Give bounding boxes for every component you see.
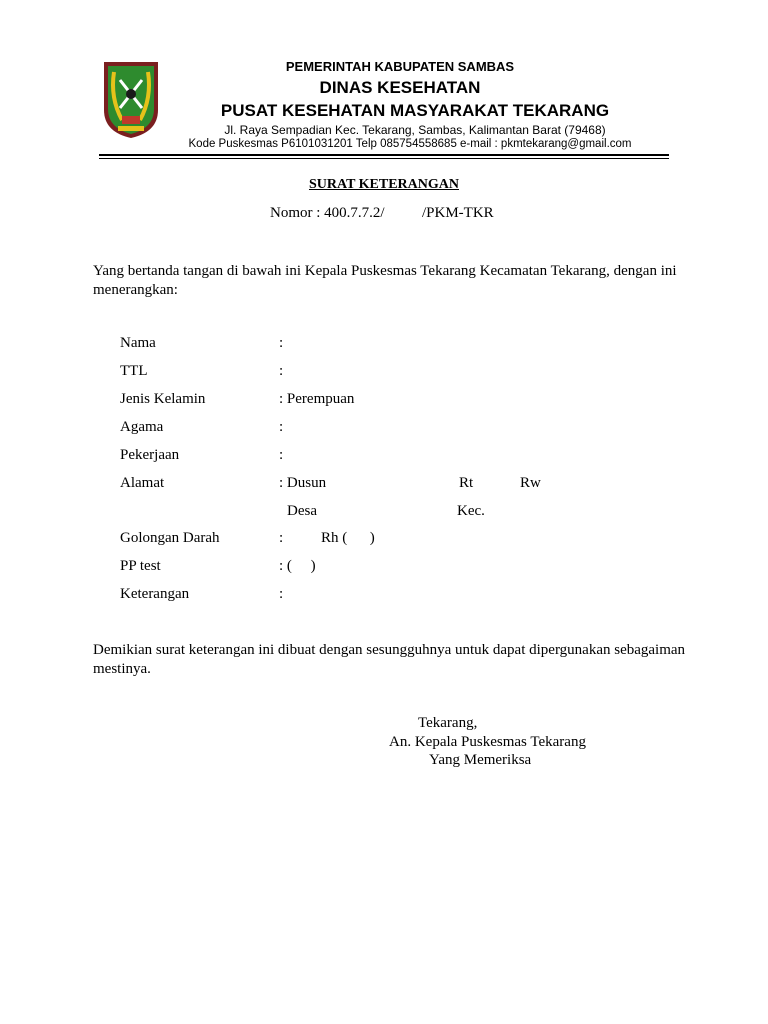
signature-place: Tekarang, xyxy=(418,715,478,731)
field-value-rw: Rw xyxy=(520,475,541,491)
field-value-rhesus: Rh ( ) xyxy=(321,530,375,546)
field-label-gender: Jenis Kelamin xyxy=(120,391,206,407)
field-label-nama: Nama xyxy=(120,335,156,351)
field-value-pp-test: : ( ) xyxy=(279,558,316,574)
field-value-blood-type: : xyxy=(279,530,284,546)
closing-paragraph: Demikian surat keterangan ini dibuat dengan sesungguhnya untuk dapat dipergunakan sebagaiman mestinya. xyxy=(93,642,686,677)
letterhead-agency: DINAS KESEHATAN xyxy=(319,78,481,97)
field-label-blood-type: Golongan Darah xyxy=(120,530,220,546)
field-label-pp-test: PP test xyxy=(120,558,161,574)
letterhead-institution: PUSAT KESEHATAN MASYARAKAT TEKARANG xyxy=(220,101,610,120)
field-value-rt: Rt xyxy=(459,475,474,491)
intro-paragraph: Yang bertanda tangan di bawah ini Kepala Puskesmas Tekarang Kecamatan Tekarang, dengan ini menerangkan: xyxy=(93,263,677,298)
field-value-notes: : xyxy=(279,586,284,602)
document-title: SURAT KETERANGAN xyxy=(308,177,459,192)
field-label-occupation: Pekerjaan xyxy=(120,447,180,463)
field-label-religion: Agama xyxy=(120,419,164,435)
field-label-notes: Keterangan xyxy=(120,586,190,602)
letterhead-address: Jl. Raya Sempadian Kec. Tekarang, Sambas, Kalimantan Barat (79468) xyxy=(224,123,606,137)
letterhead-divider-thin xyxy=(99,158,669,159)
sambas-regency-emblem-icon xyxy=(100,58,162,140)
field-label-address: Alamat xyxy=(120,475,165,491)
field-value-dusun: : Dusun xyxy=(279,475,327,491)
signature-on-behalf: An. Kepala Puskesmas Tekarang xyxy=(389,734,586,750)
field-value-gender: : Perempuan xyxy=(279,391,355,407)
field-value-kec: Kec. xyxy=(457,503,485,519)
document-number-prefix: Nomor : 400.7.7.2/ xyxy=(270,205,385,221)
field-value-nama: : xyxy=(279,335,284,351)
field-label-ttl: TTL xyxy=(120,363,148,379)
letterhead-divider xyxy=(99,154,669,156)
field-value-ttl: : xyxy=(279,363,284,379)
signature-role: Yang Memeriksa xyxy=(429,752,532,768)
field-value-occupation: : xyxy=(279,447,284,463)
field-value-desa: Desa xyxy=(287,503,317,519)
letterhead-government: PEMERINTAH KABUPATEN SAMBAS xyxy=(285,59,515,74)
field-value-religion: : xyxy=(279,419,284,435)
document-number-suffix: /PKM-TKR xyxy=(422,205,494,221)
letterhead-contact: Kode Puskesmas P6101031201 Telp 085754558685 e-mail : pkmtekarang@gmail.com xyxy=(188,138,632,150)
